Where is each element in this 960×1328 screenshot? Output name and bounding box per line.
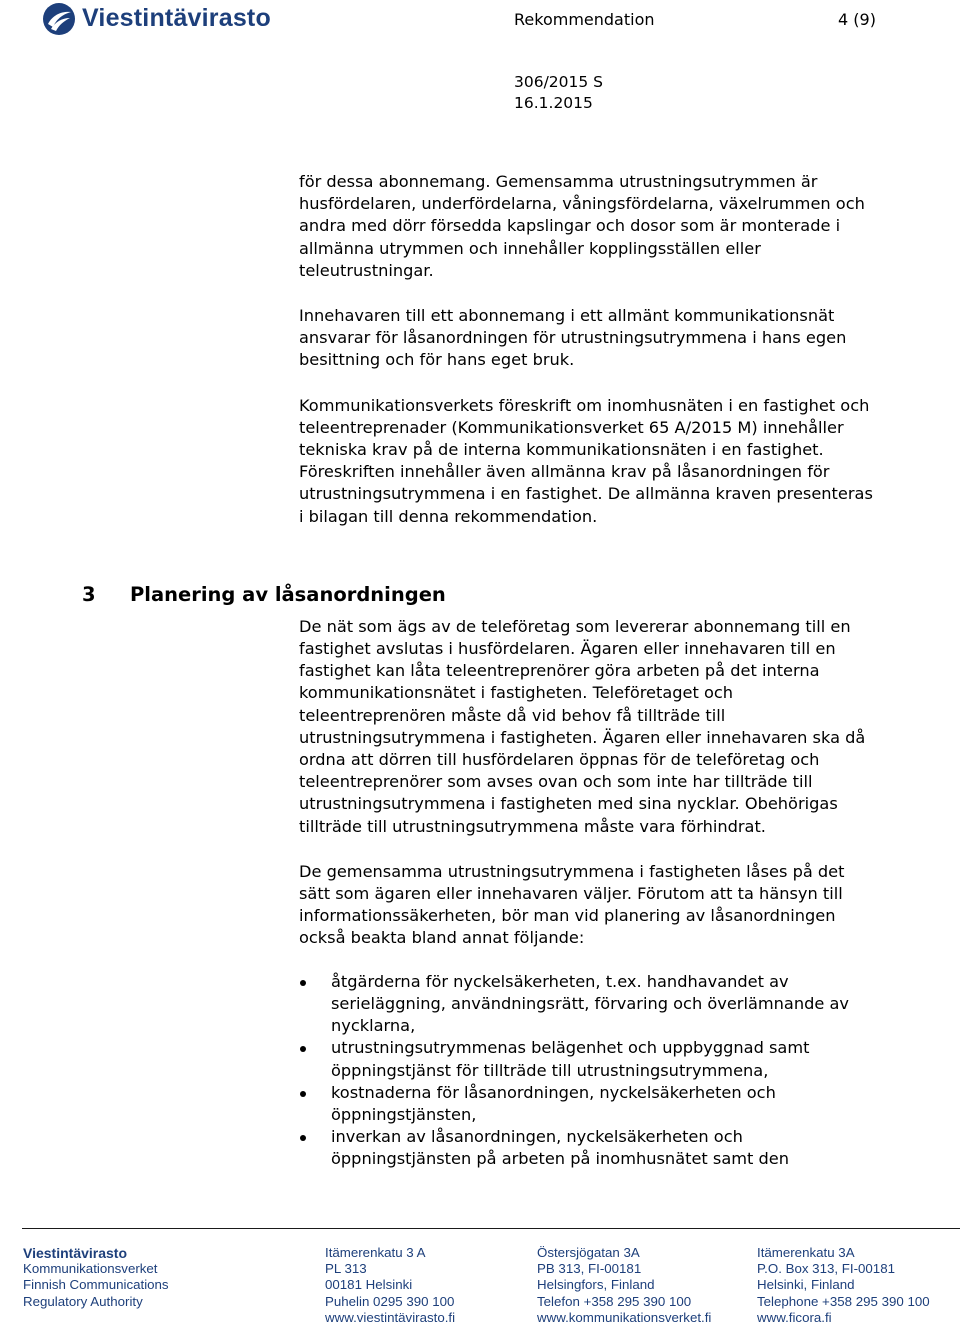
section-title: Planering av låsanordningen	[130, 583, 446, 606]
paragraph: De gemensamma utrustningsutrymmena i fastigheten låses på det sätt som ägaren eller innehavaren väljer. Förutom att ta hänsyn till informationssäkerheten, bör man vid planering av låsanordningen också beakta bland annat följande:	[299, 861, 845, 948]
document-date: 16.1.2015	[514, 94, 593, 112]
page-number: 4 (9)	[838, 10, 876, 29]
bullet-icon	[300, 1091, 306, 1097]
paragraph: Innehavaren till ett abonnemang i ett allmänt kommunikationsnät ansvarar för låsanordningen för utrustningsutrymmena i hans egen besittning och för hans eget bruk.	[299, 306, 847, 370]
paragraph: Kommunikationsverkets föreskrift om inomhusnäten i en fastighet och teleentreprenader (Kommunikationsverket 65 A/2015 M) innehåller tekniska krav på de interna kommunikationsnäten i en fastighet. Föreskriften innehåller även allmänna krav på låsanordningen för utrustningsutrymmena i en fastighet. De allmänna kraven presenteras i bilagan till denna rekommendation.	[299, 395, 873, 526]
bullet-icon	[300, 980, 306, 986]
logo-wordmark: Viestintävirasto	[82, 3, 271, 32]
bullet-icon	[300, 1046, 306, 1052]
list-item: inverkan av låsanordningen, nyckelsäkerheten och öppningstjänsten på arbeten på inomhusnätet samt den	[299, 1126, 879, 1170]
footer-agency-names: Viestintävirasto Kommunikationsverket Finnish Communications Regulatory Authority	[23, 1245, 169, 1309]
footer-address-swedish: Östersjögatan 3A PB 313, FI-00181 Helsingfors, Finland Telefon +358 295 390 100 www.kommunikationsverket.fi	[537, 1245, 712, 1325]
list-item: utrustningsutrymmenas belägenhet och uppbyggnad samt öppningstjänst för tillträde till utrustningsutrymmena,	[299, 1037, 879, 1081]
list-item: åtgärderna för nyckelsäkerheten, t.ex. handhavandet av serieläggning, användningsrätt, förvaring och överlämnande av nycklarna,	[299, 971, 879, 1038]
logo	[42, 2, 271, 36]
body-text	[299, 171, 879, 1171]
paragraph: De nät som ägs av de teleföretag som levererar abonnemang till en fastighet avslutas i husfördelaren. Ägaren eller innehavaren till en fastighet kan låta teleentreprenörer göra arbeten på det interna kommunikationsnätet i fastigheten. Teleföretaget och teleentreprenören måste då vid behov få tillträde till utrustningsutrymmena i fastigheten. Ägaren eller innehavaren ska då ordna att dörren till husfördelaren öppnas för de teleföretag och teleentreprenörer som avses ovan och som inte har tillträde till utrustningsutrymmena i fastigheten med sina nycklar. Obehörigas tillträde till utrustningsutrymmena måste vara förhindrat.	[299, 616, 866, 836]
footer-address-finnish: Itämerenkatu 3 A PL 313 00181 Helsinki Puhelin 0295 390 100 www.viestintävirasto.fi	[325, 1245, 456, 1325]
bullet-icon	[300, 1135, 306, 1141]
website-link[interactable]: www.viestintävirasto.fi	[325, 1309, 456, 1325]
website-link[interactable]: www.kommunikationsverket.fi	[537, 1309, 712, 1325]
list-item: kostnaderna för låsanordningen, nyckelsäkerheten och öppningstjänsten,	[299, 1082, 879, 1126]
document-number: 306/2015 S	[514, 73, 604, 91]
paragraph: för dessa abonnemang. Gemensamma utrustningsutrymmen är husfördelaren, underfördelarna, våningsfördelarna, växelrummen och andra med dörr försedda kapslingar och dosor som är monterade i allmänna utrymmen och innehåller kopplingsställen eller teleutrustningar.	[299, 172, 865, 280]
website-link[interactable]: www.ficora.fi	[757, 1309, 832, 1325]
section-number: 3	[82, 583, 96, 606]
bullet-list	[299, 971, 879, 1171]
footer-divider	[22, 1228, 960, 1229]
document-reference	[514, 72, 603, 114]
document-type: Rekommendation	[514, 10, 655, 29]
footer-address-english: Itämerenkatu 3A P.O. Box 313, FI-00181 Helsinki, Finland Telephone +358 295 390 100 www.ficora.fi	[757, 1245, 930, 1325]
agency-emblem-icon	[42, 2, 76, 36]
